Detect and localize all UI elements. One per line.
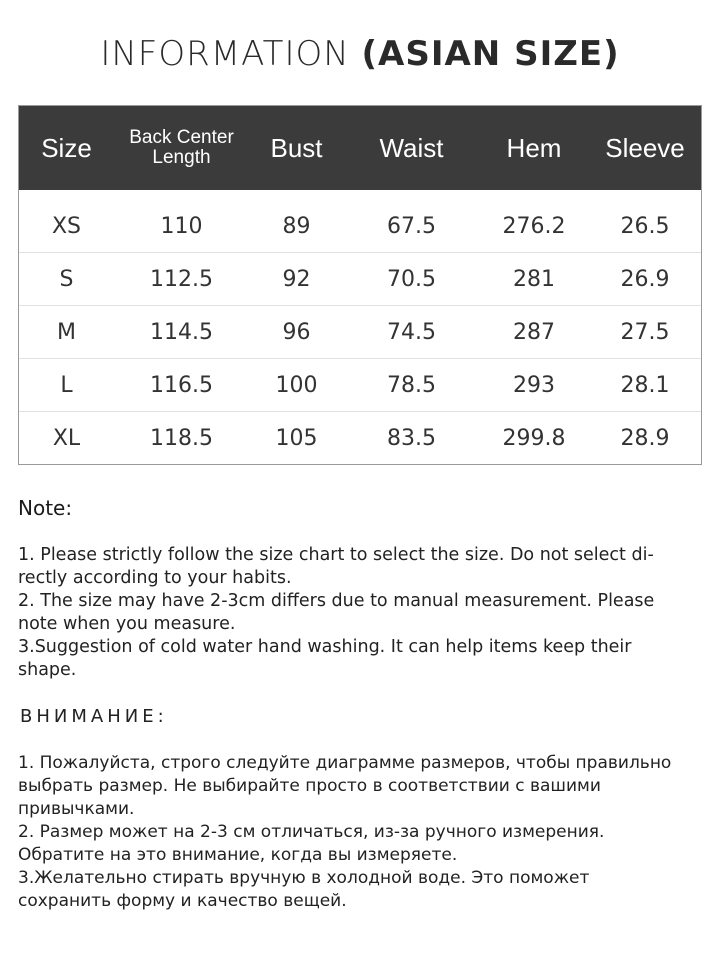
note-line: shape. bbox=[18, 660, 77, 680]
title-information: INFORMATION bbox=[100, 34, 350, 74]
header-sleeve: Sleeve bbox=[605, 132, 685, 163]
cell-length: 114.5 bbox=[150, 319, 213, 345]
cell-sleeve: 26.5 bbox=[620, 213, 670, 239]
header-size: Size bbox=[41, 132, 92, 163]
table-row bbox=[19, 411, 701, 464]
russian-line: 2. Размер может на 2-3 см отличаться, из-за ручного измерения. bbox=[18, 822, 605, 842]
russian-heading: ВНИМАНИЕ: bbox=[20, 706, 168, 727]
note-heading: Note: bbox=[18, 496, 73, 520]
cell-waist: 70.5 bbox=[387, 266, 436, 292]
cell-bust: 89 bbox=[282, 213, 311, 239]
cell-hem: 276.2 bbox=[502, 213, 566, 239]
header-back-center-length bbox=[114, 106, 249, 190]
table-row bbox=[19, 252, 701, 305]
russian-line: Обратите на это внимание, когда вы измеряете. bbox=[18, 845, 458, 865]
cell-length: 110 bbox=[160, 213, 203, 239]
size-table bbox=[18, 105, 702, 465]
cell-waist: 78.5 bbox=[387, 372, 436, 398]
cell-sleeve: 27.5 bbox=[620, 319, 670, 345]
table-row bbox=[19, 200, 701, 252]
cell-waist: 83.5 bbox=[387, 425, 436, 451]
cell-sleeve: 26.9 bbox=[620, 266, 670, 292]
cell-size: S bbox=[59, 266, 74, 292]
page-title bbox=[0, 34, 720, 74]
table-row bbox=[19, 358, 701, 411]
cell-size: L bbox=[60, 372, 73, 398]
cell-sleeve: 28.1 bbox=[620, 372, 670, 398]
russian-line: привычками. bbox=[18, 799, 135, 819]
russian-line: 1. Пожалуйста, строго следуйте диаграмме размеров, чтобы правильно bbox=[18, 753, 672, 773]
cell-hem: 299.8 bbox=[502, 425, 566, 451]
cell-hem: 281 bbox=[513, 266, 555, 292]
size-table-body bbox=[19, 190, 701, 464]
russian-line: 3.Желательно стирать вручную в холодной воде. Это поможет bbox=[18, 868, 590, 888]
header-waist: Waist bbox=[379, 132, 444, 163]
header-back-center: Back Center bbox=[129, 127, 234, 148]
note-line: 2. The size may have 2-3cm differs due to manual measurement. Please bbox=[18, 591, 655, 611]
cell-size: XL bbox=[52, 425, 81, 451]
russian-text bbox=[18, 752, 708, 913]
cell-size: M bbox=[57, 319, 76, 345]
cell-bust: 96 bbox=[282, 319, 311, 345]
russian-line: выбрать размер. Не выбирайте просто в соответствии с вашими bbox=[18, 776, 601, 796]
cell-bust: 92 bbox=[282, 266, 311, 292]
cell-bust: 105 bbox=[275, 425, 318, 451]
size-table-header bbox=[19, 106, 701, 190]
cell-hem: 287 bbox=[513, 319, 555, 345]
cell-length: 112.5 bbox=[150, 266, 213, 292]
header-hem: Hem bbox=[506, 132, 562, 163]
cell-length: 118.5 bbox=[150, 425, 213, 451]
russian-line: сохранить форму и качество вещей. bbox=[18, 891, 347, 911]
note-line: note when you measure. bbox=[18, 614, 236, 634]
note-line: 1. Please strictly follow the size chart to select the size. Do not select di- bbox=[18, 545, 654, 565]
cell-waist: 67.5 bbox=[387, 213, 436, 239]
cell-length: 116.5 bbox=[150, 372, 213, 398]
table-row bbox=[19, 305, 701, 358]
cell-waist: 74.5 bbox=[387, 319, 436, 345]
cell-size: XS bbox=[51, 213, 82, 239]
note-text bbox=[18, 544, 688, 682]
title-asian-size: (ASIAN SIZE) bbox=[361, 34, 620, 74]
header-length: Length bbox=[152, 147, 211, 168]
header-bust: Bust bbox=[270, 132, 323, 163]
note-line: 3.Suggestion of cold water hand washing. It can help items keep their bbox=[18, 637, 632, 657]
cell-bust: 100 bbox=[275, 372, 318, 398]
cell-hem: 293 bbox=[513, 372, 555, 398]
note-line: rectly according to your habits. bbox=[18, 568, 292, 588]
cell-sleeve: 28.9 bbox=[620, 425, 670, 451]
